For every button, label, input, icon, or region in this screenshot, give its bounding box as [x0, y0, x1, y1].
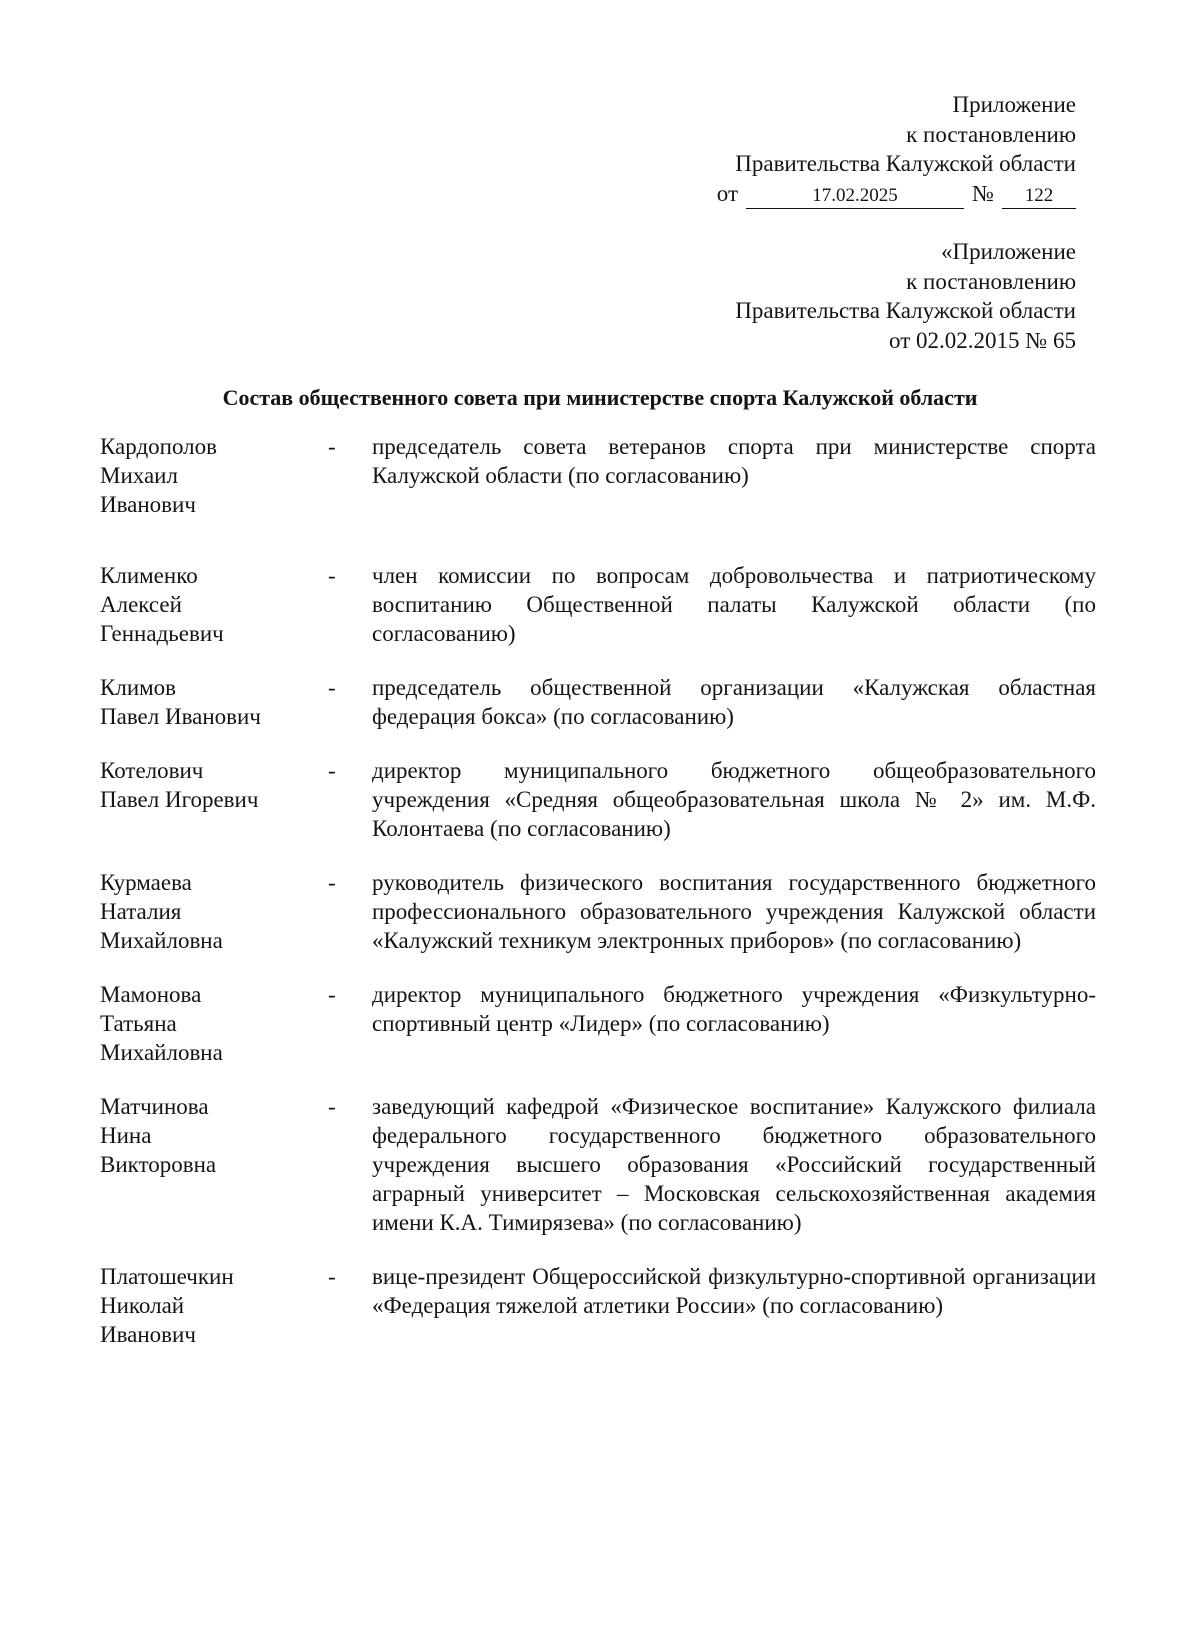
approval-block-current — [600, 90, 1076, 209]
original-approval-reference: от 02.02.2015 № 65 — [889, 327, 1076, 353]
member-name: Клименко Алексей Геннадьевич — [100, 563, 224, 646]
member-name: Кардополов Михаил Иванович — [100, 434, 217, 517]
member-name: Матчинова Нина Викторовна — [100, 1094, 217, 1177]
member-name: Курмаева Наталия Михайловна — [100, 870, 223, 953]
approval-subheading: к постановлению — [906, 121, 1076, 147]
member-role: член комиссии по вопросам добровольчества и патриотическому воспитанию Общественной палаты Калужской области (по согласованию) — [372, 563, 1096, 646]
member-role: директор муниципального бюджетного общеобразовательного учреждения «Средняя общеобразовательная школа № 2» им. М.Ф. Колонтаева (по согласованию) — [372, 758, 1096, 841]
member-role: заведующий кафедрой «Физическое воспитание» Калужского филиала федерального государственного бюджетного образовательного учреждения высшего образования «Российский государственный аграрный университет – Московская сельскохозяйственная академия имени К.А. Тимирязева» (по согласованию) — [372, 1094, 1096, 1235]
separator-dash: - — [328, 1264, 336, 1289]
list-item — [100, 868, 1096, 955]
separator-dash: - — [328, 434, 336, 459]
separator-dash: - — [328, 675, 336, 700]
members-list — [100, 432, 1096, 1349]
original-approval-heading: «Приложение — [941, 239, 1076, 264]
list-item — [100, 673, 1096, 731]
list-item — [100, 1262, 1096, 1349]
member-name: Мамонова Татьяна Михайловна — [100, 982, 223, 1065]
member-name: Климов Павел Иванович — [100, 675, 261, 729]
member-name: Платошечкин Николай Иванович — [100, 1264, 234, 1347]
member-role: председатель общественной организации «Калужская областная федерация бокса» (по согласованию) — [372, 675, 1096, 729]
separator-dash: - — [328, 563, 336, 588]
document-title: Состав общественного совета при министерстве спорта Калужской области — [222, 385, 978, 410]
decree-date: 17.02.2025 — [746, 184, 964, 209]
member-role: вице-президент Общероссийской физкультурно-спортивной организации «Федерация тяжелой атлетики России» (по согласованию) — [372, 1264, 1096, 1318]
approval-reference — [600, 179, 1076, 209]
separator-dash: - — [328, 758, 336, 783]
approval-block-original — [600, 237, 1076, 355]
list-item — [100, 432, 1096, 519]
decree-number: 122 — [1002, 184, 1076, 209]
list-item — [100, 756, 1096, 843]
original-approval-subheading: к постановлению — [906, 268, 1076, 294]
separator-dash: - — [328, 982, 336, 1007]
member-role: председатель совета ветеранов спорта при министерстве спорта Калужской области (по согласованию) — [372, 434, 1096, 488]
member-name: Котелович Павел Игоревич — [100, 758, 259, 812]
original-approval-authority: Правительства Калужской области — [735, 298, 1076, 323]
separator-dash: - — [328, 1094, 336, 1119]
approval-authority: Правительства Калужской области — [735, 151, 1076, 176]
number-label: № — [972, 180, 994, 206]
from-label: от — [716, 180, 739, 206]
separator-dash: - — [328, 870, 336, 895]
member-role: руководитель физического воспитания государственного бюджетного профессионального образовательного учреждения Калужской области «Калужский техникум электронных приборов» (по согласованию) — [372, 870, 1096, 953]
list-item — [100, 561, 1096, 648]
member-role: директор муниципального бюджетного учреждения «Физкультурно-спортивный центр «Лидер» (по согласованию) — [372, 982, 1096, 1036]
list-item — [100, 1092, 1096, 1237]
approval-heading: Приложение — [952, 92, 1076, 117]
list-item — [100, 980, 1096, 1067]
